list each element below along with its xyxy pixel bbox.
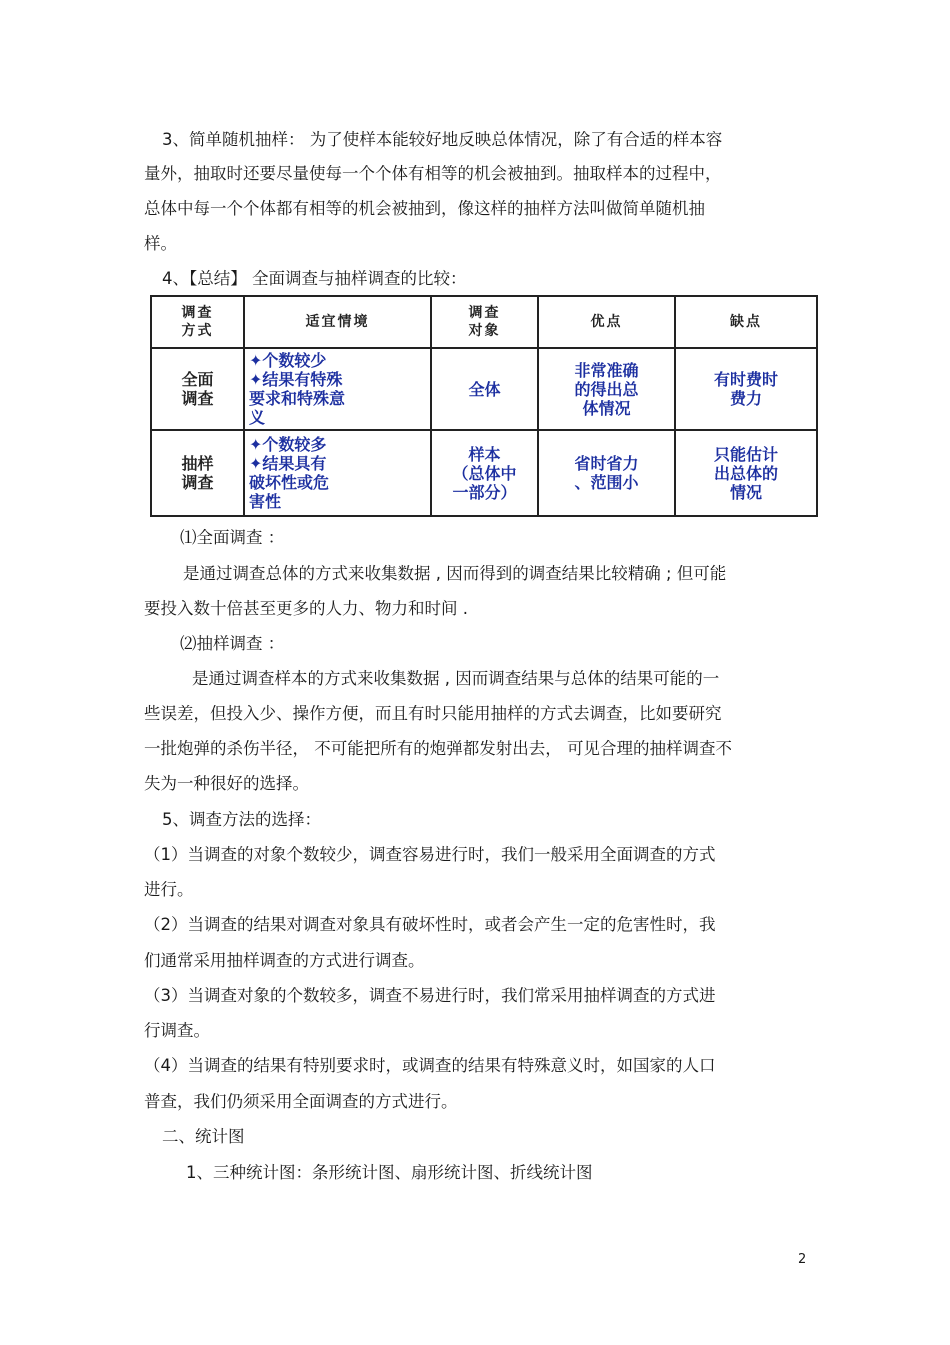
part2-title: 二、统计图 <box>162 1127 245 1146</box>
section5-line-1: （1）当调查的对象个数较少，调查容易进行时，我们一般采用全面调查的方式 <box>144 845 716 864</box>
row2-method <box>151 430 244 516</box>
cell-text: 破坏性或危 <box>249 473 330 492</box>
cell-text: 抽样 <box>181 454 214 473</box>
cell-text: ✦个数较少 <box>249 351 327 370</box>
row1-situation <box>244 348 431 430</box>
header-pros <box>538 296 675 348</box>
cell-text: 全体 <box>468 379 501 399</box>
row1-pros <box>538 348 675 430</box>
section3-line-2: 量外，抽取时还要尽量使每一个个体有相等的机会被抽到。抽取样本的过程中， <box>144 164 722 183</box>
section4-title: 4、【总结】 全面调查与抽样调查的比较： <box>162 269 467 288</box>
row1-cons <box>675 348 817 430</box>
cell-text: 省时省力 <box>574 454 639 473</box>
cell-text: 只能估计 <box>713 444 778 464</box>
sub2-title: ⑵抽样调查 ： <box>180 634 285 653</box>
row2-cons <box>675 430 817 516</box>
sub1-line-1: 是通过调查总体的方式来收集数据 , 因而得到的调查结果比较精确 ; 但可能 <box>183 564 727 583</box>
section5-line-8: 普查，我们仍须采用全面调查的方式进行。 <box>144 1092 458 1111</box>
cell-text: 要求和特殊意 <box>249 389 346 408</box>
cell-text: 害性 <box>249 492 282 511</box>
section5-line-5: （3）当调查对象的个数较多，调查不易进行时，我们常采用抽样调查的方式进 <box>144 986 716 1005</box>
header-cons <box>675 296 817 348</box>
cell-text: 全面 <box>181 370 214 389</box>
page-number: 2 <box>798 1252 807 1267</box>
sub2-line-2: 些误差，但投入少、操作方便，而且有时只能用抽样的方式去调查，比如要研究 <box>144 704 722 723</box>
cell-text: ✦个数较多 <box>249 435 327 454</box>
header-text: 方式 <box>181 323 214 339</box>
header-text: 适宜情境 <box>305 314 370 330</box>
table-row <box>151 348 817 430</box>
table-header-row <box>151 296 817 348</box>
section5-title: 5、调查方法的选择： <box>162 810 321 829</box>
table-row <box>151 430 817 516</box>
header-method <box>151 296 244 348</box>
cell-text: ✦结果具有 <box>249 454 327 473</box>
cell-text: 非常准确 <box>574 360 639 380</box>
cell-text: ✦结果有特殊 <box>249 370 343 389</box>
cell-text: 体情况 <box>582 398 631 418</box>
cell-text: 调查 <box>181 389 214 408</box>
section5-line-2: 进行。 <box>144 880 194 899</box>
row1-object <box>431 348 538 430</box>
section5-line-3: （2）当调查的结果对调查对象具有破坏性时，或者会产生一定的危害性时，我 <box>144 915 716 934</box>
row2-object <box>431 430 538 516</box>
cell-text: 的得出总 <box>574 379 639 399</box>
section3-line-1: 3、简单随机抽样： 为了使样本能较好地反映总体情况，除了有合适的样本容 <box>162 130 723 149</box>
comparison-table <box>150 295 818 517</box>
header-text: 调查 <box>468 305 501 321</box>
row2-situation <box>244 430 431 516</box>
section3-line-4: 样。 <box>144 234 177 253</box>
cell-text: 一部分） <box>452 482 517 502</box>
sub2-line-1: 是通过调查样本的方式来收集数据 , 因而调查结果与总体的结果可能的一 <box>192 669 720 688</box>
cell-text: 样本 <box>468 444 501 464</box>
header-situation <box>244 296 431 348</box>
cell-text: 情况 <box>729 482 762 502</box>
cell-text: 、范围小 <box>574 473 639 492</box>
cell-text: 义 <box>249 408 266 427</box>
row1-method <box>151 348 244 430</box>
cell-text: 费力 <box>729 389 762 408</box>
section5-line-7: （4）当调查的结果有特别要求时，或调查的结果有特殊意义时，如国家的人口 <box>144 1056 716 1075</box>
cell-text: （总体中 <box>452 463 517 483</box>
header-text: 优点 <box>590 314 623 330</box>
section5-line-4: 们通常采用抽样调查的方式进行调查。 <box>144 951 425 970</box>
section5-line-6: 行调查。 <box>144 1021 210 1040</box>
cell-text: 有时费时 <box>713 370 778 389</box>
header-text: 调查 <box>181 305 214 321</box>
part2-item-1: 1、三种统计图：条形统计图、扇形统计图、折线统计图 <box>186 1163 593 1182</box>
header-text: 对象 <box>468 323 501 339</box>
cell-text: 出总体的 <box>713 463 778 483</box>
cell-text: 调查 <box>181 473 214 492</box>
sub1-title: ⑴全面调查 ： <box>180 528 285 547</box>
header-object <box>431 296 538 348</box>
section3-line-3: 总体中每一个个体都有相等的机会被抽到，像这样的抽样方法叫做简单随机抽 <box>144 199 705 218</box>
row2-pros <box>538 430 675 516</box>
sub2-line-4: 失为一种很好的选择。 <box>144 774 309 793</box>
sub2-line-3: 一批炮弹的杀伤半径， 不可能把所有的炮弹都发射出去， 可见合理的抽样调查不 <box>144 739 732 758</box>
header-text: 缺点 <box>730 314 762 330</box>
sub1-line-2: 要投入数十倍甚至更多的人力、物力和时间 . <box>144 599 468 618</box>
